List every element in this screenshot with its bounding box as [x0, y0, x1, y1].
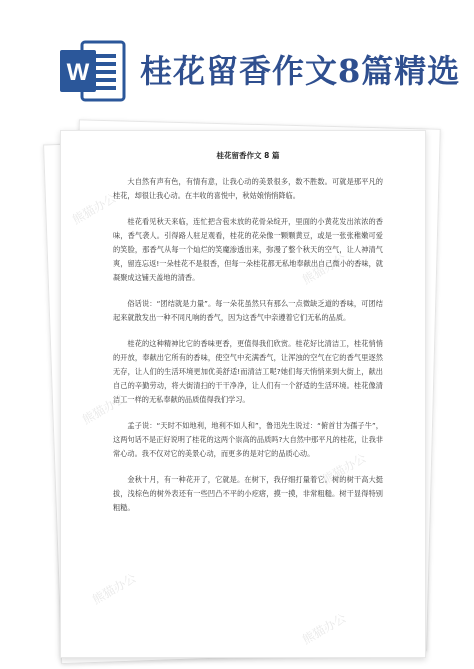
paragraph: 金秋十月，有一种花开了，它就是。在树下，我仔细打量着它。树的树干高大挺拔，浅棕色的树外表还有一些凹凸不平的小疙瘩，摸一摸，非常粗糙。树干显得特别粗糙。: [113, 475, 383, 512]
document-page: [60, 130, 426, 658]
watermark: 熊猫办公: [79, 390, 129, 427]
paragraph: 大自然有声有色，有情有意，让我心动的美景很多，数不胜数。可就是那平凡的桂花，却很让我心动。在丰收的喜悦中，秋姑娘悄悄降临。: [113, 177, 383, 200]
paragraph: 桂花的这种精神比它的香味更香，更值得我们欣赏。桂花好比清洁工，桂花悄悄的开放，奉献出它所有的香味，使空气中充满香气，让浑浊的空气在它的香气里逐然无存，让人们的生活环境更加优美舒适!而清洁工呢?她们每天悄悄来到大街上，献出自己的辛勤劳动，将大街清扫的干干净净，让人们有一个舒适的生活环境。桂花像清洁工一样的无私奉献的品质值得我们学习。: [113, 339, 383, 404]
watermark: 熊猫办公: [89, 570, 139, 607]
watermark: 熊猫办公: [299, 250, 349, 287]
word-document-icon: [60, 40, 126, 102]
watermark: 熊猫办公: [299, 610, 349, 647]
document-body: [113, 149, 383, 527]
paragraph: 俗话说：“团结就是力量”。每一朵花虽然只有那么一点微缺乏道的香味，可团结起来就散发出一种不同凡响的香气，因为这香气中亲遵着它们无私的品质。: [113, 299, 383, 322]
page-title: 桂花留香作文8篇精选: [140, 52, 461, 90]
paragraph: 孟子说：“天时不如地利，地利不如人和”，鲁迅先生说过：“俯首甘为孺子牛”，这两句话不是正好说明了桂花的这两个崇高的品质吗?大自然中那平凡的桂花，让我非常心动。我不仅对它的美景心动，而更多的是对它的品质心动。: [113, 421, 383, 458]
word-icon-letter: W: [66, 59, 90, 86]
document-header: [0, 0, 474, 108]
watermark: 熊猫办公: [69, 190, 119, 227]
paper-stack: [52, 116, 432, 656]
paragraph: 桂花看见秋天来临，连忙把含苞未放的花骨朵绽开，里面的小黄花发出浓浓的香味，香气袭人。引得路人驻足观看，桂花的花朵像一颗颗黄豆，或是一张张稚嫩可爱的笑脸，那香气从每一个灿烂的笑魔渗透出来，弥漫了整个秋天的空气，让人神清气爽，留连忘返!一朵桂花不是很香，但每一朵桂花都无私地奉献出自己微小的香味，就凝聚成这铺天盖地的清香。: [113, 217, 383, 282]
document-title: 桂花留香作文 8 篇: [216, 151, 280, 160]
watermark: 熊猫办公: [319, 450, 369, 487]
